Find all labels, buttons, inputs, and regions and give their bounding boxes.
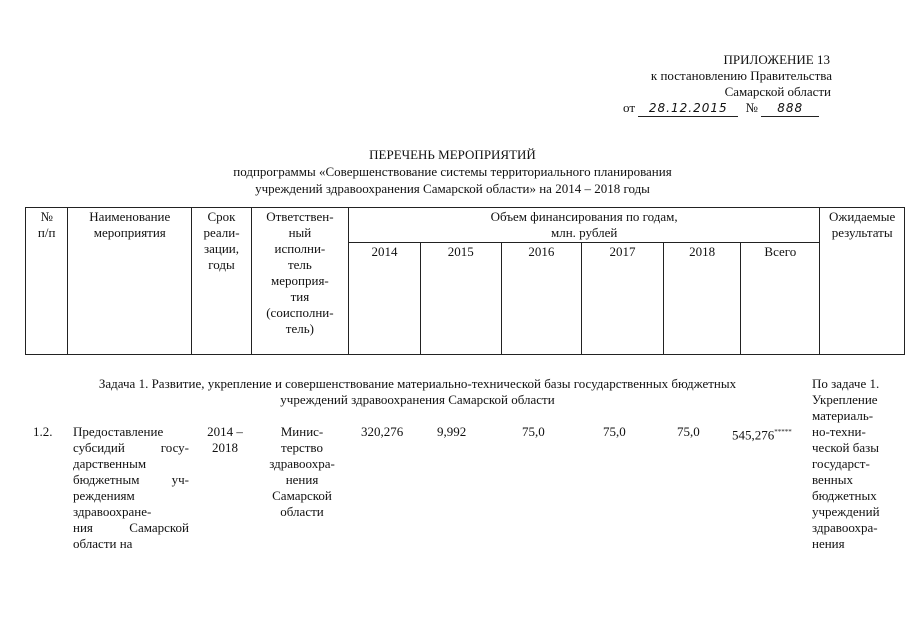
year-2014-header: 2014	[349, 243, 421, 355]
year-2018-header: 2018	[663, 243, 741, 355]
task-heading-line2: учреждений здравоохранения Самарской области	[280, 392, 555, 407]
number-prefix: №	[745, 100, 758, 115]
value-2017: 75,0	[603, 424, 626, 439]
finance-table-header	[25, 207, 905, 355]
value-2014: 320,276	[361, 424, 404, 439]
col-term-header: Срок реали- зации, годы	[192, 208, 251, 355]
date-value: 28.12.2015	[638, 100, 738, 117]
year-2015-header: 2015	[420, 243, 501, 355]
row-responsible: Минис- терство здравоохра- нения Самарской области	[269, 424, 335, 519]
col-finance-header: Объем финансирования по годам, млн. рублей	[349, 208, 820, 243]
appendix-line2: Самарской области	[724, 84, 831, 99]
row-number: 1.2.	[33, 424, 53, 439]
row-measure-name: Предоставление субсидий госу- дарственным бюджетным уч- реждениям здравоохране- ния Самарской области на	[73, 424, 189, 551]
task-heading	[25, 376, 810, 408]
value-2015: 9,992	[437, 424, 467, 439]
year-2017-header: 2017	[582, 243, 664, 355]
number-value: 888	[761, 100, 819, 117]
date-prefix: от	[623, 100, 636, 115]
doc-subtitle-1: подпрограммы «Совершенствование системы территориального планирования	[233, 164, 672, 179]
col-responsible-header: Ответствен- ный исполни- тель мероприя- тия (соисполни- тель)	[251, 208, 348, 355]
total-footnote-mark: *****	[774, 428, 792, 436]
task-results: По задаче 1. Укрепление материаль- но-техни- ческой базы государст- венных бюджетных учреждений здравоохра- нения	[812, 376, 880, 551]
doc-subtitle-2: учреждений здравоохранения Самарской области» на 2014 – 2018 годы	[255, 181, 650, 196]
col-name-header: Наименование мероприятия	[68, 208, 192, 355]
appendix-title: ПРИЛОЖЕНИЕ 13	[723, 52, 830, 67]
total-header: Всего	[741, 243, 820, 355]
value-2016: 75,0	[522, 424, 545, 439]
appendix-line1: к постановлению Правительства	[650, 68, 832, 83]
value-total: 545,276*****	[732, 427, 792, 443]
task-heading-line1: Задача 1. Развитие, укрепление и совершенствование материально-технической базы государственных бюджетных	[98, 376, 737, 391]
appendix-date-row	[623, 100, 819, 117]
year-2016-header: 2016	[501, 243, 582, 355]
col-results-header: Ожидаемые результаты	[820, 208, 905, 355]
row-term: 2014 – 2018	[207, 424, 243, 455]
doc-title: ПЕРЕЧЕНЬ МЕРОПРИЯТИЙ	[369, 147, 536, 162]
col-number-header: № п/п	[26, 208, 68, 355]
value-2018: 75,0	[677, 424, 700, 439]
